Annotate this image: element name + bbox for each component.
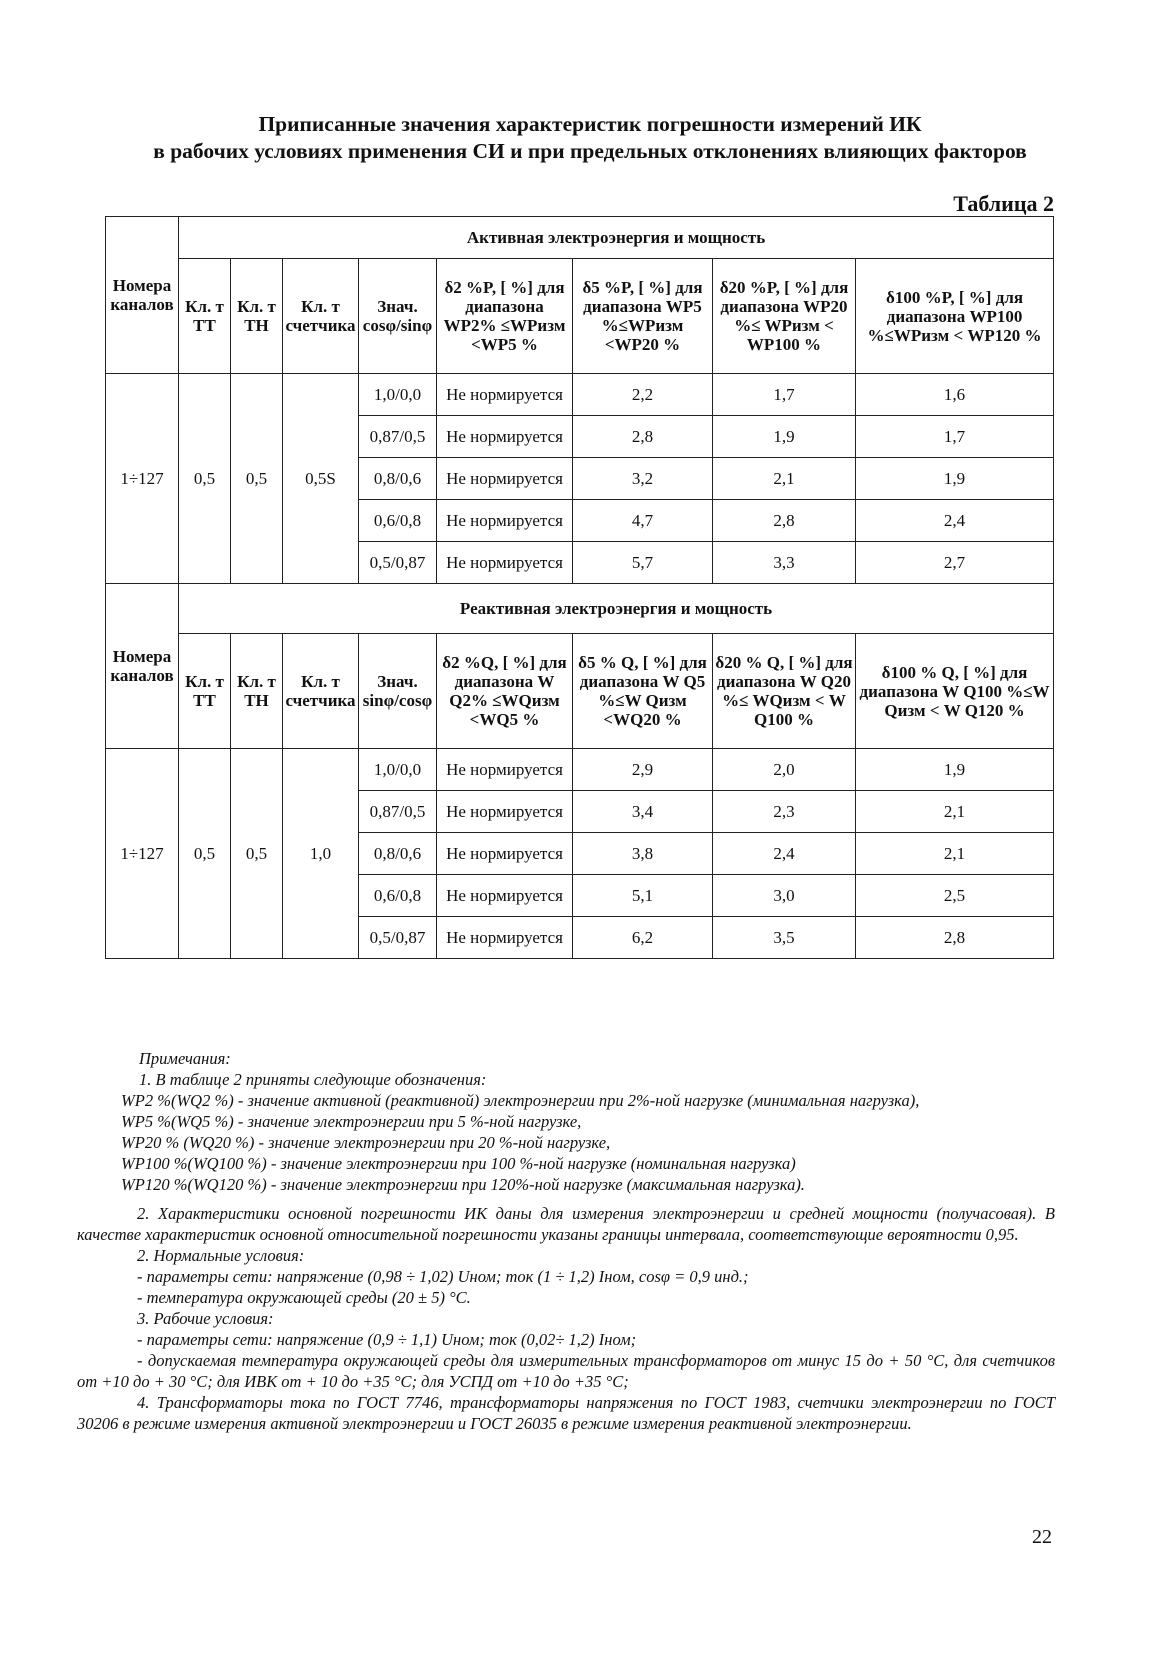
table-cell: 3,4	[573, 791, 713, 833]
col-delta-100: δ100 % Q, [ %] для диапазона W Q100 %≤W Qизм < W Q120 %	[856, 634, 1054, 749]
notes-section	[77, 1048, 1055, 1434]
table-cell: 1,9	[713, 416, 856, 458]
table-cell: 2,3	[713, 791, 856, 833]
table-cell: 1,0/0,0	[359, 749, 437, 791]
table-cell: 0,87/0,5	[359, 416, 437, 458]
table-cell: 2,9	[573, 749, 713, 791]
table-cell: 0,6/0,8	[359, 875, 437, 917]
col-channels: Номера каналов	[106, 217, 179, 374]
note-4a: - параметры сети: напряжение (0,9 ÷ 1,1) Uном; ток (0,02÷ 1,2) Iном;	[137, 1330, 637, 1349]
col-delta-100: δ100 %P, [ %] для диапазона WP100 %≤WPизм < WP120 %	[856, 259, 1054, 374]
col-class-meter: Кл. т счетчика	[283, 634, 359, 749]
col-class-tt: Кл. т ТТ	[179, 634, 231, 749]
spacer	[77, 1195, 1055, 1203]
table-cell: 2,1	[856, 791, 1054, 833]
document-title	[60, 111, 1120, 165]
table-cell: Не нормируется	[437, 917, 573, 959]
table-cell: 0,5/0,87	[359, 917, 437, 959]
table-cell: 2,4	[856, 500, 1054, 542]
table-cell: Не нормируется	[437, 500, 573, 542]
table-cell: 2,1	[713, 458, 856, 500]
class-meter-reactive: 1,0	[283, 749, 359, 959]
table-cell: 5,7	[573, 542, 713, 584]
col-cos-sin-value: Знач. cosφ/sinφ	[359, 259, 437, 374]
table-cell: 1,7	[713, 374, 856, 416]
table-cell: 0,6/0,8	[359, 500, 437, 542]
col-class-meter: Кл. т счетчика	[283, 259, 359, 374]
table-cell: 0,5/0,87	[359, 542, 437, 584]
note-1c: WP20 % (WQ20 %) - значение электроэнергии при 20 %-ной нагрузке,	[121, 1133, 611, 1152]
table-cell: 1,6	[856, 374, 1054, 416]
table-cell: Не нормируется	[437, 374, 573, 416]
table-cell: 3,3	[713, 542, 856, 584]
col-delta-20: δ20 %P, [ %] для диапазона WP20 %≤ WPизм < WP100 %	[713, 259, 856, 374]
table-cell: 2,5	[856, 875, 1054, 917]
table-cell: 5,1	[573, 875, 713, 917]
table-cell: 1,7	[856, 416, 1054, 458]
title-line-1: Приписанные значения характеристик погрешности измерений ИК	[258, 112, 922, 136]
col-delta-5: δ5 %P, [ %] для диапазона WP5 %≤WPизм <WP20 %	[573, 259, 713, 374]
channels-reactive: 1÷127	[106, 749, 179, 959]
table-cell: Не нормируется	[437, 542, 573, 584]
table-cell: Не нормируется	[437, 416, 573, 458]
error-characteristics-table	[105, 216, 1054, 959]
section-title-reactive: Реактивная электроэнергия и мощность	[179, 584, 1054, 634]
table-cell: Не нормируется	[437, 833, 573, 875]
col-channels: Номера каналов	[106, 584, 179, 749]
table-cell: 2,8	[573, 416, 713, 458]
note-1b: WP5 %(WQ5 %) - значение электроэнергии при 5 %-ной нагрузке,	[121, 1112, 582, 1131]
note-3b: - температура окружающей среды (20 ± 5) °С.	[137, 1288, 471, 1307]
table-cell: 6,2	[573, 917, 713, 959]
note-4b: - допускаемая температура окружающей среды для измерительных трансформаторов от минус 15 до + 50 °С, для счетчиков от +10 до + 30 °С; для ИВК от + 10 до +35 °С; для УСПД от +10 до +35 °С;	[77, 1351, 1055, 1391]
table-cell: Не нормируется	[437, 791, 573, 833]
note-1: 1. В таблице 2 приняты следующие обозначения:	[139, 1070, 487, 1089]
note-2: 2. Характеристики основной погрешности ИК даны для измерения электроэнергии и средней мощности (получасовая). В качестве характеристик основной относительной погрешности указаны границы интервала, соответствующие вероятности 0,95.	[77, 1204, 1055, 1244]
table-label: Таблица 2	[953, 191, 1054, 216]
col-class-tn: Кл. т ТН	[231, 259, 283, 374]
col-class-tn: Кл. т ТН	[231, 634, 283, 749]
col-delta-5: δ5 % Q, [ %] для диапазона W Q5 %≤W Qизм <WQ20 %	[573, 634, 713, 749]
table-cell: Не нормируется	[437, 458, 573, 500]
title-line-2: в рабочих условиях применения СИ и при предельных отклонениях влияющих факторов	[153, 139, 1027, 163]
class-tt-reactive: 0,5	[179, 749, 231, 959]
class-tn-active: 0,5	[231, 374, 283, 584]
page-number: 22	[1032, 1526, 1052, 1548]
table-cell: 2,8	[713, 500, 856, 542]
table-cell: 0,8/0,6	[359, 833, 437, 875]
table-cell: 1,0/0,0	[359, 374, 437, 416]
table-cell: Не нормируется	[437, 875, 573, 917]
table-cell: 3,0	[713, 875, 856, 917]
note-1d: WP100 %(WQ100 %) - значение электроэнергии при 100 %-ной нагрузке (номинальная нагрузка)	[121, 1154, 796, 1173]
class-tt-active: 0,5	[179, 374, 231, 584]
note-1a: WP2 %(WQ2 %) - значение активной (реактивной) электроэнергии при 2%-ной нагрузке (минимальная нагрузка),	[121, 1091, 920, 1110]
table-cell: 3,5	[713, 917, 856, 959]
table-cell: 2,4	[713, 833, 856, 875]
note-1e: WP120 %(WQ120 %) - значение электроэнергии при 120%-ной нагрузке (максимальная нагрузка).	[121, 1175, 805, 1194]
table-cell: 2,8	[856, 917, 1054, 959]
note-3a: - параметры сети: напряжение (0,98 ÷ 1,02) Uном; ток (1 ÷ 1,2) Iном, cosφ = 0,9 инд.;	[137, 1267, 749, 1286]
class-meter-active: 0,5S	[283, 374, 359, 584]
note-5: 4. Трансформаторы тока по ГОСТ 7746, трансформаторы напряжения по ГОСТ 1983, счетчики электроэнергии по ГОСТ 30206 в режиме измерения активной электроэнергии и ГОСТ 26035 в режиме измерения реактивной электроэнергии.	[77, 1393, 1055, 1433]
channels-active: 1÷127	[106, 374, 179, 584]
section-title-active: Активная электроэнергия и мощность	[179, 217, 1054, 259]
table-cell: 0,87/0,5	[359, 791, 437, 833]
table-cell: 2,0	[713, 749, 856, 791]
notes-heading: Примечания:	[139, 1049, 231, 1068]
col-delta-20: δ20 % Q, [ %] для диапазона W Q20 %≤ WQизм < W Q100 %	[713, 634, 856, 749]
table-cell: 1,9	[856, 458, 1054, 500]
class-tn-reactive: 0,5	[231, 749, 283, 959]
table-cell: 1,9	[856, 749, 1054, 791]
col-delta-2: δ2 %Q, [ %] для диапазона W Q2% ≤WQизм <WQ5 %	[437, 634, 573, 749]
table-cell: 2,7	[856, 542, 1054, 584]
col-sin-cos-value: Знач. sinφ/cosφ	[359, 634, 437, 749]
note-4: 3. Рабочие условия:	[137, 1309, 274, 1328]
note-3: 2. Нормальные условия:	[137, 1246, 305, 1265]
table-cell: Не нормируется	[437, 749, 573, 791]
col-delta-2: δ2 %P, [ %] для диапазона WP2% ≤WPизм <WP5 %	[437, 259, 573, 374]
table-cell: 3,8	[573, 833, 713, 875]
table-cell: 2,2	[573, 374, 713, 416]
table-cell: 4,7	[573, 500, 713, 542]
table-cell: 0,8/0,6	[359, 458, 437, 500]
table-cell: 3,2	[573, 458, 713, 500]
col-class-tt: Кл. т ТТ	[179, 259, 231, 374]
table-cell: 2,1	[856, 833, 1054, 875]
